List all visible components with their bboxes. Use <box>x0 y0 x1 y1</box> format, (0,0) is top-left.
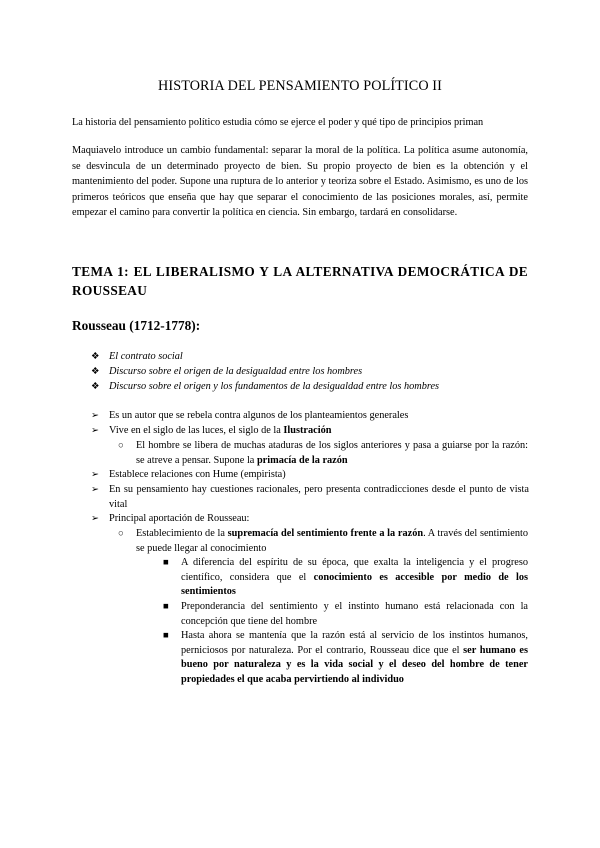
diamond-bullet-icon: ❖ <box>91 367 100 377</box>
detail-item: Preponderancia del sentimiento y el instinto humano está relacionada con la concepción que tiene del hombre <box>181 601 528 627</box>
sub-point-bold-text: primacía de la razón <box>256 454 348 466</box>
circle-bullet-icon: ○ <box>118 529 124 539</box>
arrow-bullet-icon: ➢ <box>91 485 99 495</box>
document-title: HISTORIA DEL PENSAMIENTO POLÍTICO II <box>158 78 442 94</box>
sub-point-item <box>136 527 528 556</box>
work-item: El contrato social <box>109 351 183 362</box>
detail-bold-text: conocimiento es accesible por medio de los sentimientos <box>181 571 528 598</box>
sub-point-text: Establecimiento de la <box>136 528 228 539</box>
point-item: Principal aportación de Rousseau: <box>109 513 250 524</box>
sub-point-text: . A través del sentimiento se puede llegar al conocimiento <box>136 528 528 554</box>
detail-bold-text: ser humano es bueno por naturaleza y es la vida social y el deseo del hombre de tener propiedades el que acaba pervirtiendo al individuo <box>181 644 528 685</box>
detail-text: Hasta ahora se mantenía que la razón está al servicio de los instintos humanos, perniciosos por naturaleza. Por el contrario, Rousseau dice que el <box>181 630 528 656</box>
maquiavelo-paragraph: Maquiavelo introduce un cambio fundamental: separar la moral de la política. La política asume autonomía, se desvincula de un determinado proyecto de bien. Su propio proyecto de bien es la obtención y el mantenimiento del poder. Supone una ruptura de lo anterior y teoriza sobre el Estado. Asimismo, es uno de los primeros teóricos que enseña que hay que separar el conocimiento de las posiciones morales, así, permite empezar el camino para convertir la política en ciencia. Sin embargo, tardará en consolidarse. <box>72 145 528 219</box>
sub-point-bold-text: supremacía del sentimiento frente a la razón <box>227 528 424 539</box>
arrow-bullet-icon: ➢ <box>91 411 99 421</box>
point-item: Es un autor que se rebela contra algunos de los planteamientos generales <box>109 410 409 421</box>
arrow-bullet-icon: ➢ <box>91 514 99 524</box>
author-heading: Rousseau (1712-1778): <box>72 318 201 333</box>
point-item: Establece relaciones con Hume (empirista) <box>109 469 286 480</box>
point-item <box>109 424 529 439</box>
square-bullet-icon: ■ <box>163 558 169 568</box>
intro-paragraph: La historia del pensamiento político estudia cómo se ejerce el poder y qué tipo de principios priman <box>72 117 484 128</box>
work-item: Discurso sobre el origen de la desigualdad entre los hombres <box>109 366 363 377</box>
tema-heading: TEMA 1: EL LIBERALISMO Y LA ALTERNATIVA DEMOCRÁTICA DE ROUSSEAU <box>72 264 528 298</box>
arrow-bullet-icon: ➢ <box>91 470 99 480</box>
sub-point-text: El hombre se libera de muchas ataduras de los siglos anteriores y pasa a guiarse por la razón: se atreve a pensar. Supone la <box>136 440 528 466</box>
point-bold-text: Ilustración <box>283 425 332 436</box>
point-item: En su pensamiento hay cuestiones racionales, pero presenta contradicciones desde el punto de vista vital <box>109 484 529 510</box>
circle-bullet-icon: ○ <box>118 441 124 451</box>
square-bullet-icon: ■ <box>163 631 169 641</box>
work-item: Discurso sobre el origen y los fundamentos de la desigualdad entre los hombres <box>109 381 440 392</box>
detail-item <box>181 629 528 687</box>
diamond-bullet-icon: ❖ <box>91 382 100 392</box>
detail-text: A diferencia del espíritu de su época, que exalta la inteligencia y el progreso científico, considera que el <box>181 557 528 583</box>
sub-point-item <box>136 439 528 468</box>
arrow-bullet-icon: ➢ <box>91 426 99 436</box>
point-text: Vive en el siglo de las luces, el siglo de la <box>109 425 284 436</box>
detail-item <box>181 556 528 600</box>
diamond-bullet-icon: ❖ <box>91 352 100 362</box>
square-bullet-icon: ■ <box>163 602 169 612</box>
